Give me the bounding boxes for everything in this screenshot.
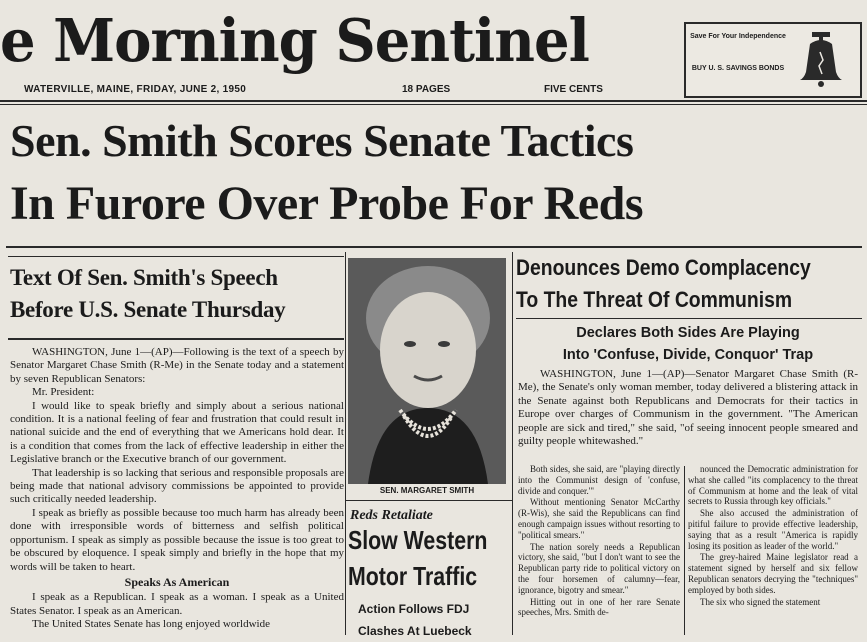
masthead-rule — [0, 100, 867, 102]
headline-rule — [6, 246, 862, 248]
price: FIVE CENTS — [544, 84, 603, 95]
middle-subhead-line2: Clashes At Luebeck — [358, 624, 472, 638]
middle-story-kicker: Reds Retaliate — [350, 508, 433, 523]
paragraph: Both sides, she said, are "playing directly into the Communist design of 'confuse, divide and conquer.'" — [518, 464, 680, 496]
right-deck-line2: Into 'Confuse, Divide, Conquor' Trap — [562, 347, 814, 363]
right-story-lead — [518, 368, 858, 448]
middle-story-headline — [348, 522, 488, 594]
paragraph: That leadership is so lacking that serious and responsible proposals are being made that national advisory commissions be appointed to provide such critically needed leadership. — [10, 466, 344, 506]
column-rule — [345, 252, 346, 635]
left-headline-line1: Text Of Sen. Smith's Speech — [10, 265, 278, 290]
paragraph: WASHINGTON, June 1—(AP)—Senator Margaret Chase Smith (R-Me), the Senate's only woman member, today delivered a blistering attack in the Senate against both Republicans and Democrats for their tactics in Europe over charges of Communism in the government. "The American people are sick and tired," she said, "of seeing innocent people smeared and guilty people whitewashed." — [518, 368, 858, 448]
right-headline-line2: To The Threat Of Communism — [516, 287, 793, 312]
dateline: WATERVILLE, MAINE, FRIDAY, JUNE 2, 1950 — [24, 84, 247, 95]
middle-subhead-line1: Action Follows FDJ — [358, 602, 470, 616]
bond-ad-slogan: BUY U. S. SAVINGS BONDS — [691, 65, 785, 72]
page-count: 18 PAGES — [402, 84, 451, 95]
left-story-top-rule — [8, 256, 344, 257]
paragraph: The nation sorely needs a Republican victory, she said, "but I don't want to see the Republican party ride to political victory on the four horsemen of calumny—fear, ignorance, bigotry and smear." — [518, 541, 680, 595]
paragraph: nounced the Democratic administration for what she called "its complacency to the threat of Communism at home and the leak of vital secrets to Russia through key officials." — [688, 464, 858, 507]
middle-story-subhead — [358, 598, 508, 642]
right-headline-rule — [516, 318, 862, 319]
middle-headline-line1: Slow Western — [348, 525, 488, 555]
subhead: Speaks As American — [124, 574, 230, 589]
paragraph: The United States Senate has long enjoyed worldwide — [32, 618, 270, 631]
paragraph: She also accused the administration of pitiful failure to provide effective leadership, saying that as a result "America is rapidly losing its position as leader of the world." — [688, 508, 858, 551]
main-headline-line2: In Furore Over Probe For Reds — [10, 177, 644, 230]
paragraph: I would like to speak briefly and simply about a serious national condition. It is a national feeling of fear and frustration that could result in national suicide and the end of everything that we Americans hold dear. It is a condition that comes from the lack of effective leadership in either the Legislative branch or the Executive branch of our government. — [10, 399, 344, 466]
left-story-headline — [10, 262, 344, 326]
portrait-image — [348, 258, 506, 484]
left-story-body — [10, 346, 344, 632]
photo-caption: SEN. MARGARET SMITH — [379, 486, 475, 495]
left-story-rule — [8, 338, 344, 340]
paragraph: Mr. President: — [32, 386, 95, 399]
middle-headline-line2: Motor Traffic — [348, 561, 478, 591]
paragraph: Without mentioning Senator McCarthy (R-Wis), she said the Republicans can find enough campaign issues without resorting to "political smears." — [518, 497, 680, 540]
paragraph: I speak as briefly as possible because too much harm has already been done with irresponsible words of bitterness and selfish political opportunism. I speak as simply as possible because the issue is too great to be obscured by eloquence. I speak simply and briefly in the hope that my words will be taken to heart. — [10, 506, 344, 573]
column-rule — [684, 466, 685, 635]
right-story-column-2 — [688, 464, 858, 608]
paragraph: Hitting out in one of her rare Senate speeches, Mrs. Smith de- — [518, 596, 680, 618]
masthead-rule-thin — [0, 104, 867, 105]
paragraph: I speak as a Republican. I speak as a woman. I speak as a United States Senator. I speak as an American. — [10, 591, 344, 617]
paragraph: WASHINGTON, June 1—(AP)—Following is the text of a speech by Senator Margaret Chase Smith (R-Me) in the Senate today and a statement by seven Republican Senators: — [10, 346, 344, 385]
column-rule — [512, 252, 513, 635]
left-headline-line2: Before U.S. Senate Thursday — [10, 297, 286, 322]
liberty-bell-icon — [798, 30, 844, 88]
right-story-headline — [516, 252, 820, 316]
masthead — [0, 0, 867, 104]
paragraph: The grey-haired Maine legislator read a statement signed by herself and six fellow Republican senators decrying the "techniques" employed by both sides. — [688, 552, 858, 595]
caption-rule — [346, 500, 512, 501]
portrait-photo — [348, 258, 506, 484]
newspaper-nameplate: e Morning Sentinel — [0, 6, 589, 76]
main-headline-line1: Sen. Smith Scores Senate Tactics — [10, 115, 634, 166]
right-story-deck — [516, 322, 860, 366]
right-story-column-1 — [518, 464, 680, 619]
savings-bond-ad — [684, 22, 862, 98]
paragraph: The six who signed the statement — [700, 596, 821, 607]
right-deck-line1: Declares Both Sides Are Playing — [576, 325, 800, 341]
right-headline-line1: Denounces Demo Complacency — [516, 255, 811, 280]
bond-ad-tagline: Save For Your Independence — [690, 33, 786, 40]
